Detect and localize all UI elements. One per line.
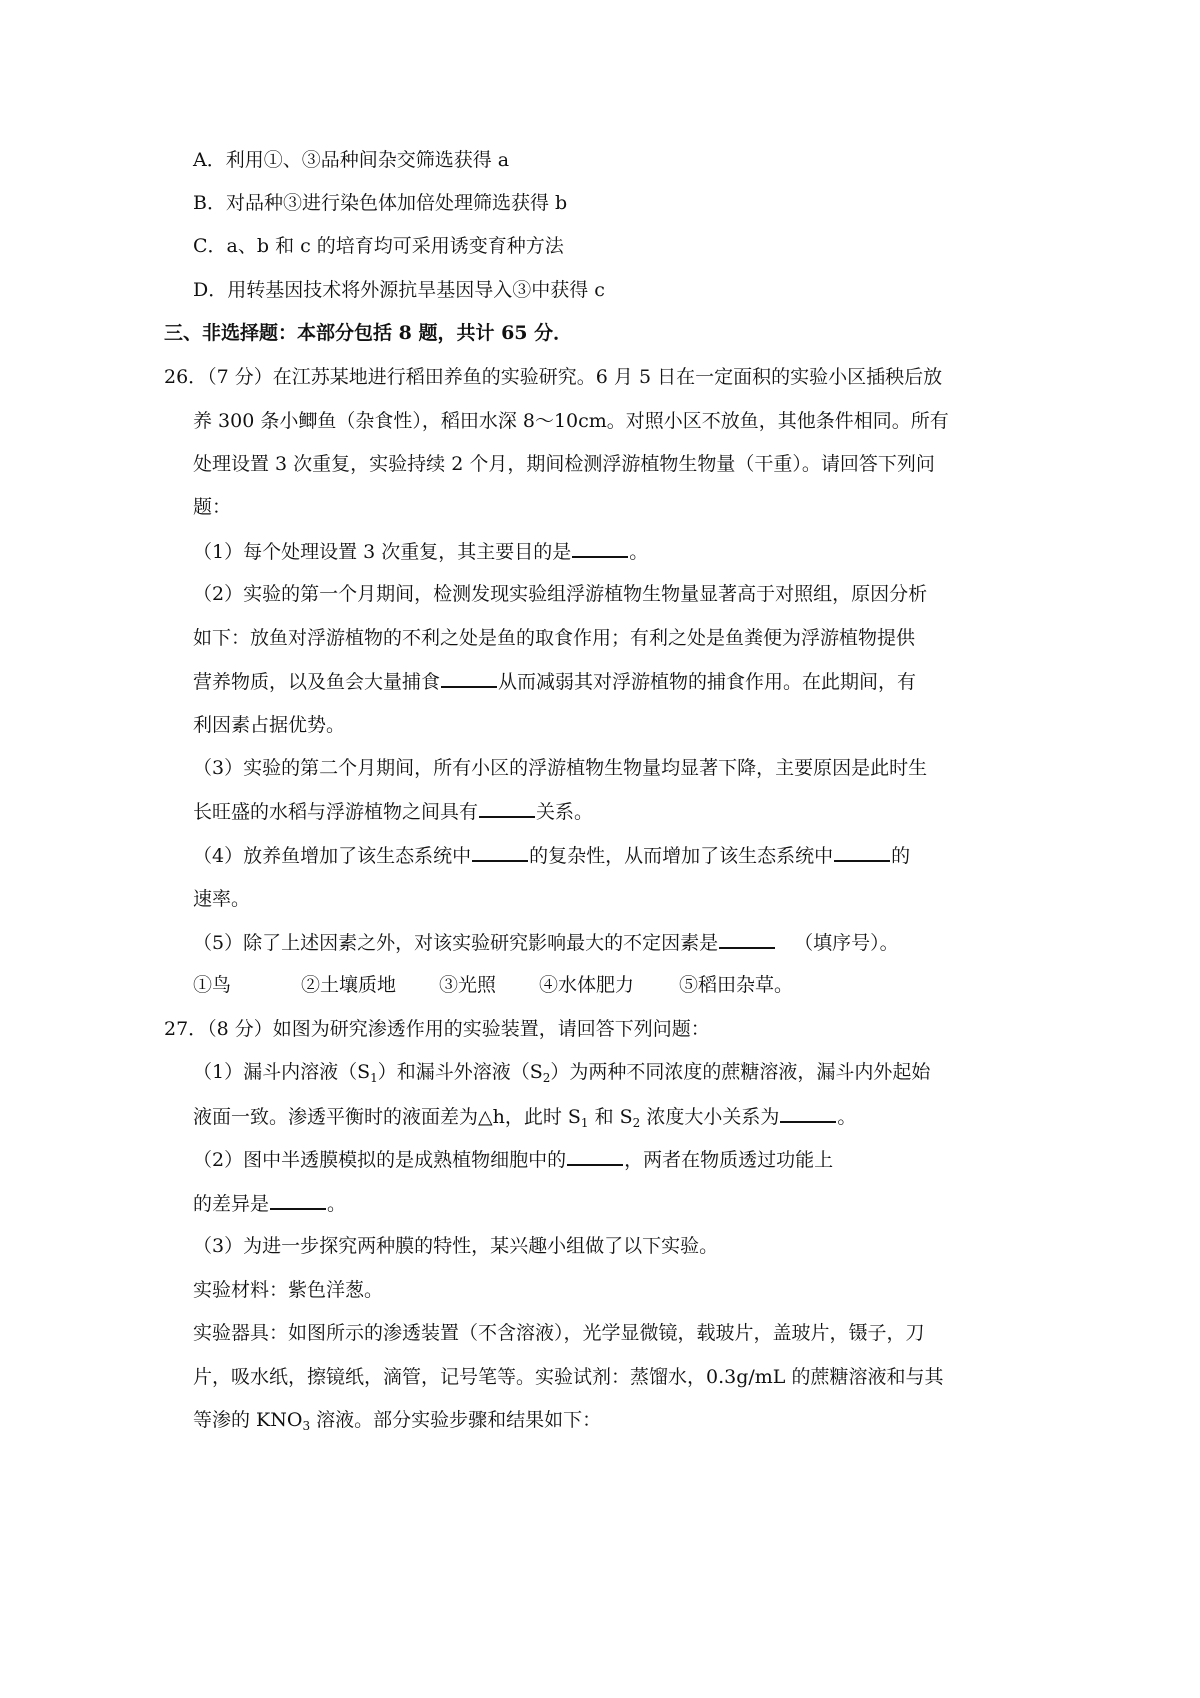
subscript: 3 bbox=[302, 1419, 311, 1433]
answer-blank[interactable] bbox=[572, 538, 628, 558]
q26-part3-text-b: 关系。 bbox=[536, 801, 594, 823]
q26-part2-text-b: 从而减弱其对浮游植物的捕食作用。在此期间，有 bbox=[498, 671, 917, 693]
q26-part1-text: （1）每个处理设置 3 次重复，其主要目的是 bbox=[193, 541, 572, 563]
choice-1: ①鸟 bbox=[193, 974, 232, 996]
choice-4: ④水体肥力 bbox=[539, 974, 635, 996]
q27-part1-text-a: （1）漏斗内溶液（S bbox=[193, 1061, 371, 1083]
q26-part4-line2: 速率。 bbox=[193, 888, 251, 910]
q26-part3-line1: （3）实验的第二个月期间，所有小区的浮游植物生物量均显著下降，主要原因是此时生 bbox=[193, 757, 928, 779]
q26-stem-line2: 养 300 条小鲫鱼（杂食性），稻田水深 8～10cm。对照小区不放鱼，其他条件相同。所有 bbox=[193, 410, 949, 432]
q27-part1-l2-text-a: 液面一致。渗透平衡时的液面差为△h，此时 S bbox=[193, 1106, 581, 1128]
q26-stem-line4: 题： bbox=[193, 496, 232, 518]
answer-blank[interactable] bbox=[270, 1190, 326, 1210]
q26-stem-line3: 处理设置 3 次重复，实验持续 2 个月，期间检测浮游植物生物量（干重）。请回答下列问 bbox=[193, 453, 935, 475]
q26-part4-text-b: 的复杂性，从而增加了该生态系统中 bbox=[529, 845, 834, 867]
answer-blank[interactable] bbox=[472, 842, 528, 862]
q27-part1-text-c: ）为两种不同浓度的蔗糖溶液，漏斗内外起始 bbox=[550, 1061, 931, 1083]
q26-part4-text-a: （4）放养鱼增加了该生态系统中 bbox=[193, 845, 472, 867]
q26-part2-line4: 利因素占据优势。 bbox=[193, 714, 346, 736]
q27-tools-line1: 实验器具：如图所示的渗透装置（不含溶液），光学显微镜，载玻片，盖玻片，镊子，刀 bbox=[193, 1322, 925, 1344]
q27-tools-line2: 片，吸水纸，擦镜纸，滴管，记号笔等。实验试剂：蒸馏水，0.3g/mL 的蔗糖溶液和与其 bbox=[193, 1366, 944, 1388]
q27-stem: 27．（8 分）如图为研究渗透作用的实验装置，请回答下列问题： bbox=[164, 1018, 710, 1040]
q27-tools-line3 bbox=[193, 1407, 601, 1439]
q26-part4-text-c: 的 bbox=[891, 845, 911, 867]
subscript: 2 bbox=[632, 1116, 641, 1130]
q26-part1-end: 。 bbox=[629, 541, 649, 563]
q27-part1-text-b: ）和漏斗外溶液（S bbox=[377, 1061, 543, 1083]
q27-part2-line1 bbox=[193, 1146, 833, 1173]
q27-part1-l2-text-b: 和 S bbox=[588, 1106, 633, 1128]
answer-blank[interactable] bbox=[479, 798, 535, 818]
choice-5: ⑤稻田杂草。 bbox=[679, 974, 794, 996]
q27-part1-line2 bbox=[193, 1103, 856, 1136]
answer-blank[interactable] bbox=[441, 668, 497, 688]
q27-part1-l2-end: 。 bbox=[837, 1106, 857, 1128]
q26-part5-text-a: （5）除了上述因素之外，对该实验研究影响最大的不定因素是 bbox=[193, 932, 719, 954]
section-heading: 三、非选择题：本部分包括 8 题，共计 65 分． bbox=[164, 322, 573, 344]
choice-2: ②土壤质地 bbox=[301, 974, 397, 996]
q27-part2-l2-end: 。 bbox=[327, 1193, 347, 1215]
q26-part1 bbox=[193, 538, 648, 565]
q26-part5 bbox=[193, 929, 899, 956]
q27-part2-text-a: （2）图中半透膜模拟的是成熟植物细胞中的 bbox=[193, 1149, 567, 1171]
q26-part5-text-b: （填序号）。 bbox=[794, 932, 899, 954]
q26-choices bbox=[193, 972, 793, 998]
option-c: C．a、b 和 c 的培育均可采用诱变育种方法 bbox=[193, 235, 564, 257]
q26-part2-text-a: 营养物质，以及鱼会大量捕食 bbox=[193, 671, 441, 693]
q26-part3-text-a: 长旺盛的水稻与浮游植物之间具有 bbox=[193, 801, 479, 823]
option-d: D．用转基因技术将外源抗旱基因导入③中获得 c bbox=[193, 279, 605, 301]
subscript: 1 bbox=[580, 1116, 589, 1130]
option-a: A．利用①、③品种间杂交筛选获得 a bbox=[193, 149, 510, 171]
subscript: 1 bbox=[370, 1071, 378, 1085]
answer-blank[interactable] bbox=[834, 842, 890, 862]
q27-part2-l2-text: 的差异是 bbox=[193, 1193, 270, 1215]
q27-part3: （3）为进一步探究两种膜的特性，某兴趣小组做了以下实验。 bbox=[193, 1235, 719, 1257]
option-b: B．对品种③进行染色体加倍处理筛选获得 b bbox=[193, 192, 568, 214]
choice-3: ③光照 bbox=[439, 974, 497, 996]
q26-part4-line1 bbox=[193, 842, 910, 869]
q26-stem-line1: 26．（7 分）在江苏某地进行稻田养鱼的实验研究。6 月 5 日在一定面积的实验小区插秧后放 bbox=[164, 366, 943, 388]
q26-part2-line1: （2）实验的第一个月期间，检测发现实验组浮游植物生物量显著高于对照组，原因分析 bbox=[193, 583, 928, 605]
q27-part2-text-b: ，两者在物质透过功能上 bbox=[624, 1149, 834, 1171]
q27-tools-l3-text-a: 等渗的 KNO bbox=[193, 1409, 303, 1431]
q26-part2-line3 bbox=[193, 668, 916, 695]
q27-tools-l3-text-b: 溶液。部分实验步骤和结果如下： bbox=[310, 1409, 602, 1431]
q26-part2-line2: 如下：放鱼对浮游植物的不利之处是鱼的取食作用；有利之处是鱼粪便为浮游植物提供 bbox=[193, 627, 916, 649]
subscript: 2 bbox=[542, 1071, 551, 1085]
q27-part1-line1 bbox=[193, 1059, 930, 1091]
answer-blank[interactable] bbox=[719, 929, 775, 949]
q27-part2-line2 bbox=[193, 1190, 346, 1217]
q27-materials: 实验材料：紫色洋葱。 bbox=[193, 1279, 384, 1301]
q26-part3-line2 bbox=[193, 798, 593, 825]
answer-blank[interactable] bbox=[780, 1103, 836, 1123]
answer-blank[interactable] bbox=[567, 1146, 623, 1166]
q27-part1-l2-text-c: 浓度大小关系为 bbox=[640, 1106, 780, 1128]
